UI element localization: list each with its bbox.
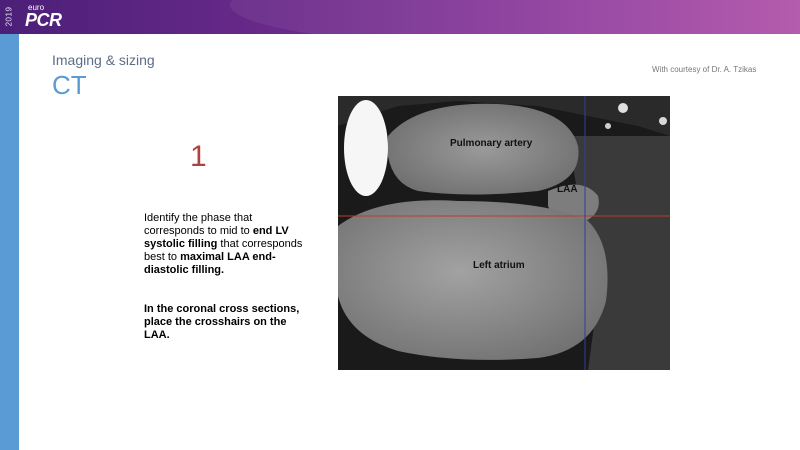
left-accent-bar (0, 34, 19, 450)
europcr-logo (6, 3, 76, 31)
instruction-paragraph-2: In the coronal cross sections, place the crosshairs on the LAA. (144, 303, 300, 341)
instruction-text-c: that corresponds best to (144, 238, 303, 263)
logo-euro: euro (28, 3, 45, 12)
slide-title: CT (52, 70, 87, 100)
ct-scan-image (338, 96, 670, 370)
instruction-emphasis-diastolic: maximal LAA end-diastolic filling. (144, 251, 276, 276)
header-bar (0, 0, 800, 34)
image-credit: With courtesy of Dr. A. Tzikas (652, 65, 757, 74)
label-left-atrium: Left atrium (473, 260, 525, 271)
pulmonary-artery-region (388, 104, 579, 195)
logo-pcr: PCR (25, 10, 62, 30)
label-pulmonary-artery: Pulmonary artery (450, 138, 533, 149)
instruction-emphasis-systolic: end LV systolic filling (144, 225, 289, 250)
label-laa: LAA (557, 184, 578, 195)
left-atrium-region (338, 200, 608, 360)
instruction-paragraph-1 (144, 212, 314, 277)
step-number: 1 (190, 140, 207, 173)
slide-subtitle: Imaging & sizing (52, 52, 155, 68)
header-decoration (230, 0, 800, 34)
aorta-bright-region (344, 100, 388, 196)
logo-year: 2019 (4, 6, 14, 27)
instructions-text (144, 212, 314, 342)
instruction-text-a: Identify the phase that corresponds to mid to (144, 212, 253, 237)
